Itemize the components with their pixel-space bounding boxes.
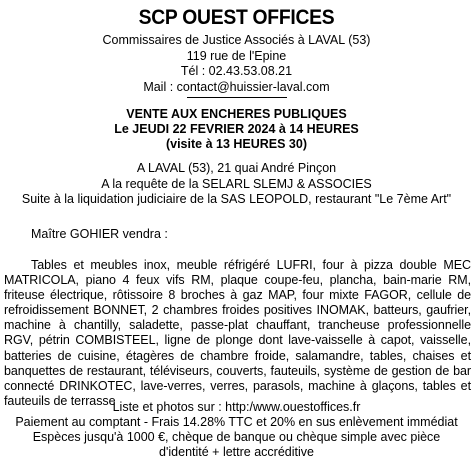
identity-requirement: d'identité + lettre accréditive	[159, 445, 314, 459]
firm-title: SCP OUEST OFFICES	[138, 6, 335, 29]
photos-link-text: Liste et photos sur : http:/www.ouestoffices.fr	[112, 400, 361, 414]
firm-phone: Tél : 02.43.53.08.21	[180, 64, 293, 78]
items-description: Tables et meubles inox, meuble réfrigéré LUFRI, four à pizza double MEC MATRICOLA, piano 4 feux vifs RM, plaque coupe-feu, plancha, bain-marie RM, friteuse électrique, rôtissoire 8 broches à gaz MAP, four mixte FAGOR, cellule de refroidissement BONNET, 2 chambres froides positives INOMAK, batteurs, gaufrier, machine à chantilly, saladette, passe-plat chauffant, trancheuse professionnelle RGV, pétrin COMBISTEEL, ligne de plonge dont lave-vaisselle à capot, vaisselle, batteries de cuisine, étagères de chambre froide, salamandre, tables, chaises et banquettes de restaurant, téléviseurs, couverts, fauteuils, système de gestion de bar connecté DRINKOTEC, lave-verres, verres, parasols, machine à glaçons, tables et fauteuils de terrasse	[4, 258, 471, 408]
sale-heading: VENTE AUX ENCHERES PUBLIQUES	[126, 107, 347, 121]
firm-description: Commissaires de Justice Associés à LAVAL (53)	[102, 33, 371, 47]
sale-announcement	[0, 107, 473, 152]
firm-contact-block	[0, 33, 473, 95]
payment-methods: Espèces jusqu'à 1000 €, chèque de banque ou chèque simple avec pièce	[32, 430, 441, 444]
sale-place: A LAVAL (53), 21 quai André Pinçon	[136, 161, 337, 175]
payment-terms: Paiement au comptant - Frais 14.28% TTC et 20% en sus enlèvement immédiat	[15, 415, 458, 429]
sale-date: Le JEUDI 22 FEVRIER 2024 à 14 HEURES	[114, 122, 359, 136]
firm-address: 119 rue de l'Epine	[186, 48, 287, 63]
sale-visit: (visite à 13 HEURES 30)	[165, 137, 308, 151]
firm-mail: Mail : contact@huissier-laval.com	[143, 79, 330, 94]
sale-location-block	[0, 161, 473, 208]
sale-context: Suite à la liquidation judiciaire de la SAS LEOPOLD, restaurant "Le 7ème Art"	[21, 192, 452, 206]
sale-conditions	[0, 400, 473, 460]
divider	[187, 97, 287, 98]
auctioneer-greeting: Maître GOHIER vendra :	[31, 227, 168, 241]
sale-request: A la requête de la SELARL SLEMJ & ASSOCIES	[101, 176, 372, 191]
